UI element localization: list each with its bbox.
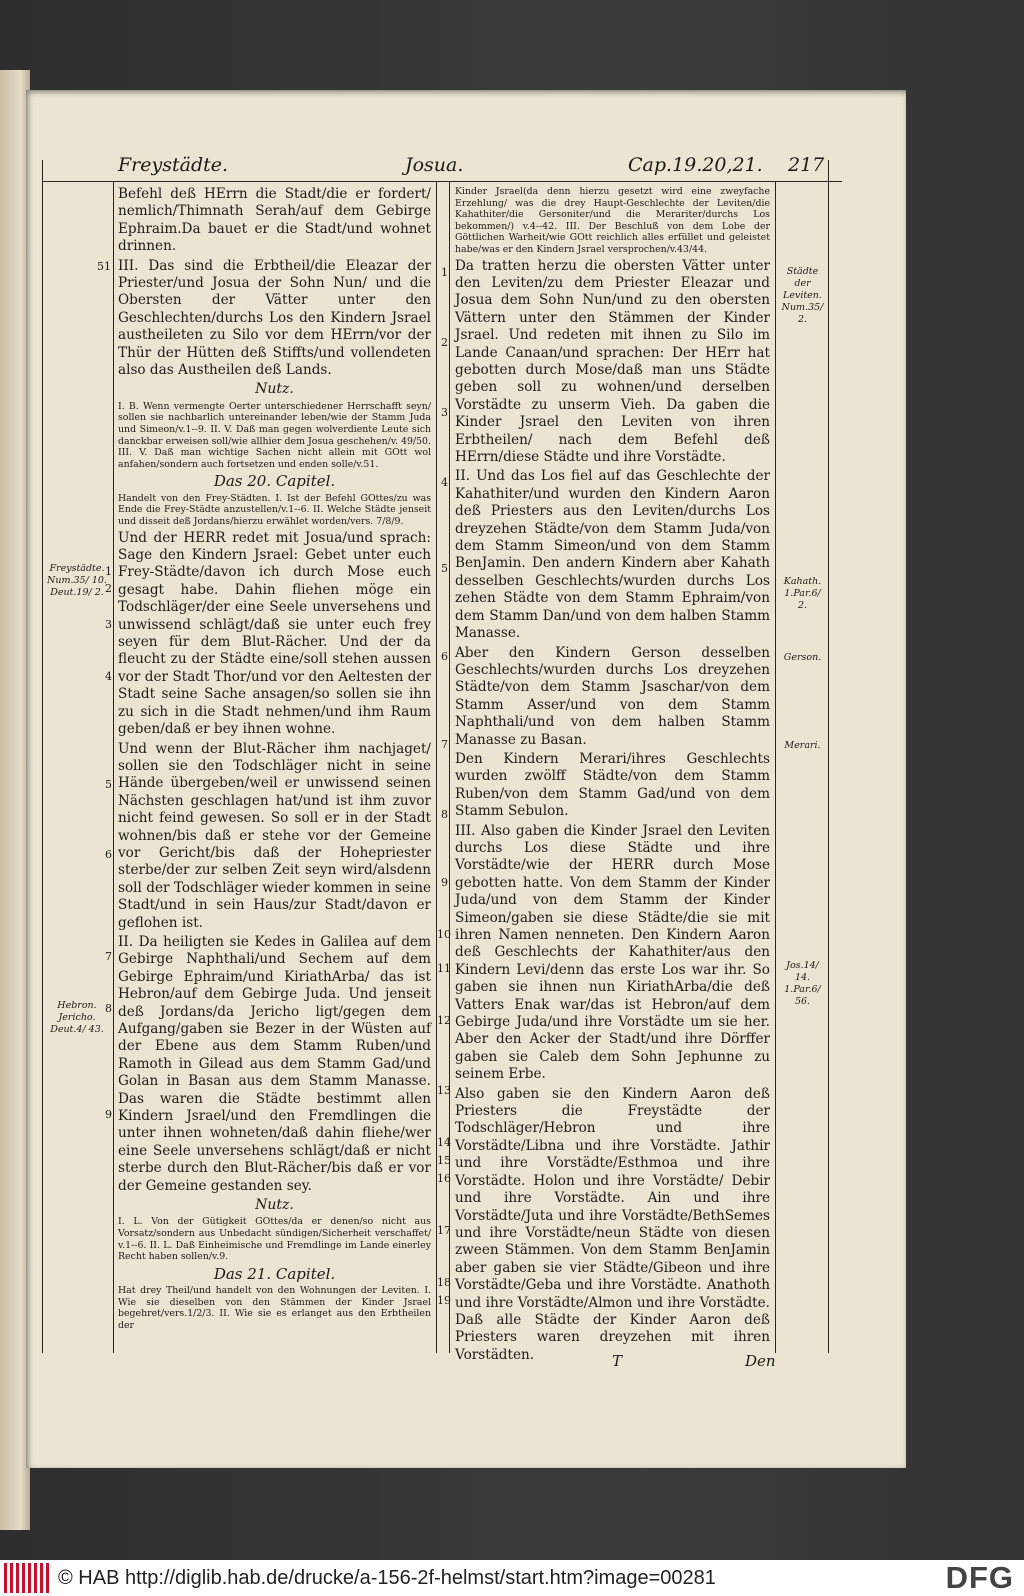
verse-number: 9 — [441, 876, 448, 889]
hab-logo-icon — [4, 1563, 50, 1593]
verse-number: 2 — [105, 582, 112, 595]
verse-number: 19 — [437, 1294, 451, 1307]
right-paragraph-2: II. Und das Los fiel auf das Geschlechte der Kahathiter/und wurden den Kindern Aaron deß Priesters aus den Leviten/durchs Los dreyzehen Städte/von dem Stamm Juda/von dem Stamm Simeon/und von dem Stamm BenJamin. Den andern Kindern aber Kahath desselben Geschlechts/wurden durchs Los zehen Städte von dem Stamm Ephraim/von dem Stamm Dan/und von dem halben Stamm Manasse. — [455, 468, 770, 642]
rule-outer-right — [828, 160, 829, 1353]
left-paragraph-2: III. Das sind die Erbtheil/die Eleazar der Priester/und Josua der Sohn Nun/ und die Obersten der Vätter unter den Geschlechten/durchs Los den Kindern Jsrael austheileten zu Silo vor dem HErrn/vor der Thür der Hütten deß Stiffts/und vollendeten also das Austheilen deß Lands. — [118, 257, 431, 379]
right-paragraph-4: Den Kindern Merari/ihres Geschlechts wurden zwölff Städte/von dem Stamm Ruben/von dem Stamm Gad/und von dem Stamm Sebulon. — [455, 750, 770, 820]
page-number: 217 — [788, 154, 825, 176]
verse-number: 1 — [441, 266, 448, 279]
footer-bar — [0, 1560, 1024, 1596]
left-paragraph-1: Befehl deß HErrn die Stadt/die er fordert/ nemlich/Thimnath Serah/auf dem Gebirge Ephraim.Da bauet er die Stadt/und wohnet drinnen. — [118, 186, 431, 255]
footer-credit-link[interactable]: © HAB http://diglib.hab.de/drucke/a-156-2f-helmst/start.htm?image=00281 — [58, 1566, 716, 1589]
verse-number: 8 — [105, 1002, 112, 1015]
verse-number: 18 — [437, 1276, 451, 1289]
right-paragraph-0: Kinder Jsrael(da denn hierzu gesetzt wird eine zweyfache Erzehlung/ was die drey Haupt-Geschlechte der Leviten/die Kahathiter/die Gersoniter/und die Merariter/durchs Los bekommen/) v.4--42. III. Der Beschluß von dem Lobe der Göttlichen Warheit/wie GOtt reichlich alles erfüllet und geleistet habe/was er den Kindern Jsrael versprochen/v.43/44. — [455, 186, 770, 255]
verse-number: 14 — [437, 1136, 451, 1149]
margin-note-jos: Jos.14/ 14. 1.Par.6/ 56. — [784, 960, 821, 1007]
verse-number: 17 — [437, 1224, 451, 1237]
margin-note-kahath: Kahath. 1.Par.6/ 2. — [783, 576, 822, 611]
margin-note-hebron: Hebron. Jericho. Deut.4/ 43. — [50, 1000, 104, 1035]
chapter-20-title: Das 20. Capitel. — [213, 472, 336, 491]
verse-number: 4 — [105, 670, 112, 683]
verse-number: 11 — [437, 962, 451, 975]
verse-number: 3 — [105, 618, 112, 631]
verse-number: 5 — [105, 778, 112, 791]
running-head-left: Freystädte. — [118, 154, 229, 176]
margin-note-staedte-der-leviten: Städte der Leviten. Num.35/ 2. — [781, 266, 824, 325]
verse-number: 6 — [105, 848, 112, 861]
nutz-text-2: I. L. Von der Gütigkeit GOttes/da er denen/so nicht aus Vorsatz/sondern aus Unbedacht sündigen/Sicherheit verschaffet/ v.1--6. II. L. Daß Einheimische und Fremdlinge im Lande einerley Recht haben sollen/v.9. — [118, 1216, 431, 1263]
header-rule — [42, 181, 842, 182]
verse-number: 2 — [441, 336, 448, 349]
verse-number: 5 — [441, 562, 448, 575]
right-column — [455, 186, 770, 1366]
verse-number: 8 — [441, 808, 448, 821]
verse-number: 12 — [437, 1014, 451, 1027]
right-paragraph-5: III. Also gaben die Kinder Jsrael den Leviten durchs Los diese Städte und ihre Vorstädte/wie der HERR durch Mose gebotten hatte. Von dem Stamm der Kinder Juda/und von dem Stamm der Kinder Simeon/gaben sie diese Städte/die sie mit ihren Namen nenneten. Den Kindern Aaron deß Geschlechts der Kahathiter/aus den Kindern Levi/denn das erste Los war ihr. So gaben sie ihnen nun KiriathArba/die deß Vatters Enak war/das ist Hebron/auf dem Gebirge Juda/und ihre Vorstädte um sie her. Aber den Acker der Stadt/und ihre Dörffer gaben sie Caleb dem Sohn Jephunne zu seinem Erbe. — [455, 822, 770, 1083]
margin-note-gerson: Gerson. — [783, 652, 822, 663]
right-paragraph-1: Da tratten herzu die obersten Vätter unter den Leviten/zu dem Priester Eleazar und Josua dem Sohn Nun/und zu den obersten Vättern unter den Stämmen der Kinder Jsrael. Und redeten mit ihnen zu Silo im Lande Canaan/und sprachen: Der HErr hat gebotten durch Mose/daß man uns Städte geben soll zu wohnen/und derselben Vorstädte zu unserm Vieh. Da gaben die Kinder Jsrael den Leviten von ihren Erbtheilen/ nach dem Befehl deß HErrn/diese Städte und ihre Vorstädte. — [455, 257, 770, 466]
rule-outer-left — [42, 160, 43, 1353]
chapter-20-summary: Handelt von den Frey-Städten. I. Ist der Befehl GOttes/zu was Ende die Frey-Städte anzustellen/v.1--6. II. Welche Städte jenseit und disseit deß Jordans/hierzu erwählet worden/vers. 7/8/9. — [118, 492, 431, 528]
right-paragraph-3: Aber den Kindern Gerson desselben Geschlechts/wurden durchs Los dreyzehen Städte/von dem Stamm Jsaschar/von dem Stamm Asser/und von dem Stamm Naphthali/und von dem halben Stamm Manasse zu Basan. — [455, 644, 770, 748]
nutz-text-1: I. B. Wenn vermengte Oerter unterschiedener Herrschafft seyn/ sollen sie nachbarlich untereinander leben/wie der Stamm Juda und Simeon/v.1--9. II. V. Daß man gegen wolverdiente Leute sich danckbar erweisen soll/wie allhier dem Josua geschehen/v. 49/50. III. V. Daß man wichtige Sachen nicht allein mit GOtt wol anfahen/sondern auch fortsetzen und enden solle/v.51. — [118, 400, 431, 470]
verse-number: 9 — [105, 1108, 112, 1121]
verse-number: 6 — [441, 650, 448, 663]
left-column — [118, 186, 431, 1334]
verse-number: 3 — [441, 406, 448, 419]
catchword: Den — [745, 1352, 776, 1370]
dfg-logo: DFG — [945, 1560, 1014, 1595]
verse-number: 4 — [441, 476, 448, 489]
nutz-heading-2: Nutz. — [255, 1197, 294, 1214]
right-paragraph-6: Also gaben sie den Kindern Aaron deß Priesters die Freystädte der Todschläger/Hebron und ihre Vorstädte/Libna und ihre Vorstädte. Jathir und ihre Vorstädte/Esthmoa und ihre Vorstädte. Holon und ihre Vorstädte/ Debir und ihre Vorstädte. Ain und ihre Vorstädte/Juta und ihre Vorstädte/BethSemes und ihre Vorstädte/neun Städte von diesen zween Stämmen. Von dem Stamm BenJamin aber gaben sie vier Städte/Gibeon und ihre Vorstädte/Geba und ihre Vorstädte. Anathoth und ihre Vorstädte/Almon und ihre Vorstädte. Daß alle Städte der Kinder Aaron deß Priesters waren dreyzehen mit ihren Vorstädten. — [455, 1085, 770, 1363]
left-paragraph-3: Und der HERR redet mit Josua/und sprach: Sage den Kindern Jsrael: Gebet unter euch Frey-Städte/davon ich durch Mose euch gesagt habe. Dahin fliehen möge ein Todschläger/der eine Seele unversehens und unwissend schlägt/daß sie unter euch frey seyen für dem Blut-Rächer. Und der da fleucht zu der Städte eine/soll stehen aussen vor der Stadt Thor/und vor den Aeltesten der Stadt seine Sache ansagen/so sollen sie ihn zu sich in die Stadt nehmen/und ihm Raum geben/daß er bey ihnen wohne. — [118, 529, 431, 738]
signature-mark: T — [612, 1352, 623, 1370]
chapter-21-title: Das 21. Capitel. — [213, 1264, 336, 1283]
rule-left-margin — [113, 181, 114, 1353]
verse-number: 15 — [437, 1154, 451, 1167]
verse-number: 7 — [441, 738, 448, 751]
chapter-21-summary: Hat drey Theil/und handelt von den Wohnungen der Leviten. I. Wie sie dieselben von den Stämmen der Kinder Jsrael begehret/vers.1/2/3. II. Wie sie es erlanget aus den Erbtheilen der — [118, 1285, 431, 1332]
margin-note-freystaedte: Freystädte. Num.35/ 10. Deut.19/ 2. — [47, 563, 107, 598]
rule-right-margin — [775, 181, 776, 1353]
margin-note-merari: Merari. — [784, 740, 821, 751]
verse-number: 1 — [105, 565, 112, 578]
nutz-heading-1: Nutz. — [255, 381, 294, 398]
verse-number: 7 — [105, 950, 112, 963]
left-paragraph-4: Und wenn der Blut-Rächer ihm nachjaget/ sollen sie den Todschläger nicht in seine Hände übergeben/weil er unwissend seinen Nächsten geschlagen hat/und ist ihm zuvor nicht feind gewesen. So soll er in der Stadt wohnen/bis daß er stehe vor der Gemeine vor Gericht/bis daß der Hohepriester sterbe/der zur selben Zeit seyn wird/alsdenn soll der Todschläger wieder kommen in seine Stadt/und in sein Haus/zur Stadt/davon er geflohen ist. — [118, 740, 431, 931]
verse-number: 51 — [97, 260, 111, 273]
verse-number: 10 — [437, 928, 451, 941]
running-head-chapter: Cap.19.20,21. — [628, 154, 763, 176]
verse-number: 16 — [437, 1172, 451, 1185]
running-head-center: Josua. — [405, 154, 464, 176]
left-paragraph-5: II. Da heiligten sie Kedes in Galilea auf dem Gebirge Naphthali/und Sechem auf dem Gebirge Ephraim/und KiriathArba/ das ist Hebron/auf dem Gebirge Juda. Und jenseit deß Jordans/da Jericho ligt/gegen dem Aufgang/gaben sie Bezer in der Wüsten auf der Ebene aus dem Stamm Ruben/und Ramoth in Gilead aus dem Stamm Gad/und Golan in Basan aus dem Stamm Manasse. Das waren die Städte bestimmt allen Kindern Jsrael/und den Fremdlingen die unter ihnen wohneten/daß dahin fliehe/wer eine Seele unversehens schlägt/daß er nicht sterbe durch den Blut-Rächer/bis daß er vor der Gemeine gestanden sey. — [118, 933, 431, 1194]
verse-number: 13 — [437, 1084, 451, 1097]
